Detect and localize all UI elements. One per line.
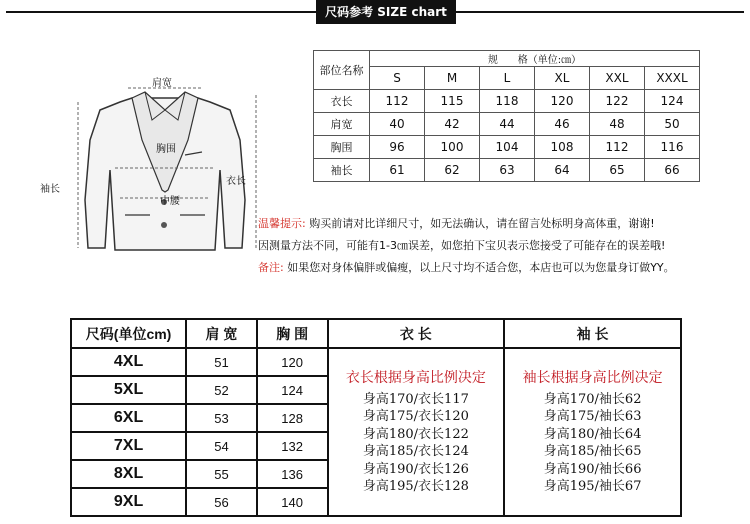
jacket-diagram	[40, 78, 270, 265]
spec-cell: 112	[370, 90, 425, 113]
shoulder-cell: 54	[186, 432, 257, 460]
spec-cell: 104	[480, 136, 535, 159]
size-chart-header	[6, 0, 744, 24]
spec-row-label: 肩宽	[314, 113, 370, 136]
spec-corner-label: 部位名称	[314, 51, 370, 90]
chest-cell: 120	[257, 348, 328, 376]
size-table-header	[71, 319, 681, 348]
sleeve-line: 身高170/袖长62	[543, 391, 642, 407]
spec-cell: 42	[425, 113, 480, 136]
spec-cell: 62	[425, 159, 480, 182]
spec-size: XXL	[590, 67, 645, 90]
length-line: 身高190/衣长126	[362, 461, 469, 477]
spec-size: S	[370, 67, 425, 90]
col-header-shoulder: 肩 宽	[186, 319, 257, 348]
size-table	[70, 318, 682, 517]
length-line: 身高195/衣长128	[362, 479, 469, 494]
size-cell: 7XL	[71, 432, 186, 460]
tip-line	[258, 213, 748, 235]
sleeve-cell	[504, 348, 681, 516]
spec-cell: 64	[535, 159, 590, 182]
spec-cell: 96	[370, 136, 425, 159]
spec-cell: 118	[480, 90, 535, 113]
sleeve-length-label: 袖长	[40, 184, 60, 195]
spec-cell: 116	[645, 136, 700, 159]
shoulder-label: 肩宽	[152, 78, 172, 89]
spec-header: 规 格（单位:㎝）	[370, 51, 700, 67]
chest-cell: 136	[257, 460, 328, 488]
spec-row-label: 衣长	[314, 90, 370, 113]
sleeve-line: 身高195/袖长67	[543, 479, 642, 494]
sleeve-line: 身高175/袖长63	[543, 409, 642, 424]
tip-text: 购买前请对比详细尺寸，如无法确认，请在留言处标明身高体重，谢谢!	[309, 217, 655, 230]
spec-cell: 108	[535, 136, 590, 159]
size-cell: 4XL	[71, 348, 186, 376]
shoulder-cell: 55	[186, 460, 257, 488]
spec-cell: 61	[370, 159, 425, 182]
size-chart-title: 尺码参考 SIZE chart	[316, 0, 456, 24]
remark-label: 备注:	[258, 261, 284, 274]
remark-text: 如果您对身体偏胖或偏瘦，以上尺寸均不适合您，本店也可以为您量身订做YY。	[287, 261, 675, 274]
length-line: 身高180/衣长122	[362, 426, 469, 442]
spec-sizes-row	[314, 67, 700, 90]
spec-size: M	[425, 67, 480, 90]
sleeve-line: 身高185/袖长65	[543, 444, 642, 459]
length-line: 身高185/衣长124	[362, 444, 469, 459]
remark-line	[258, 257, 748, 279]
length-line: 身高170/衣长117	[362, 391, 469, 407]
col-header-length: 衣 长	[328, 319, 505, 348]
col-header-size: 尺码(单位cm)	[71, 319, 186, 348]
shoulder-cell: 52	[186, 376, 257, 404]
spec-cell: 112	[590, 136, 645, 159]
length-cell	[328, 348, 505, 516]
col-header-sleeve: 袖 长	[504, 319, 681, 348]
spec-cell: 124	[645, 90, 700, 113]
spec-row	[314, 136, 700, 159]
spec-row-label: 袖长	[314, 159, 370, 182]
spec-size: XXXL	[645, 67, 700, 90]
sleeve-line: 身高190/袖长66	[543, 461, 642, 477]
spec-cell: 120	[535, 90, 590, 113]
spec-cell: 63	[480, 159, 535, 182]
length-rule: 衣长根据身高比例决定	[345, 369, 486, 386]
spec-size: L	[480, 67, 535, 90]
chest-cell: 132	[257, 432, 328, 460]
size-cell: 6XL	[71, 404, 186, 432]
chest-cell: 140	[257, 488, 328, 516]
tip-label: 温馨提示:	[258, 217, 306, 230]
spec-cell: 115	[425, 90, 480, 113]
spec-cell: 65	[590, 159, 645, 182]
spec-row	[314, 90, 700, 113]
spec-cell: 44	[480, 113, 535, 136]
chest-cell: 124	[257, 376, 328, 404]
spec-cell: 122	[590, 90, 645, 113]
shoulder-cell: 53	[186, 404, 257, 432]
notes-block	[258, 213, 748, 279]
spec-cell: 48	[590, 113, 645, 136]
size-cell: 8XL	[71, 460, 186, 488]
spec-cell: 50	[645, 113, 700, 136]
spec-cell: 40	[370, 113, 425, 136]
chest-label: 胸围	[156, 144, 176, 155]
spec-cell: 100	[425, 136, 480, 159]
spec-row	[314, 159, 700, 182]
size-cell: 9XL	[71, 488, 186, 516]
spec-header-row	[314, 51, 700, 67]
table-row	[71, 348, 681, 376]
spec-row	[314, 113, 700, 136]
jacket-length-label: 衣长	[226, 176, 246, 187]
spec-cell: 66	[645, 159, 700, 182]
measurement-note: 因测量方法不同，可能有1-3㎝误差，如您拍下宝贝表示您接受了可能存在的误差哦!	[258, 239, 666, 252]
waist-label: 中腰	[160, 196, 180, 207]
spec-table	[313, 50, 700, 182]
length-line: 身高175/衣长120	[362, 409, 469, 424]
shoulder-cell: 51	[186, 348, 257, 376]
col-header-chest: 胸 围	[257, 319, 328, 348]
spec-cell: 46	[535, 113, 590, 136]
size-cell: 5XL	[71, 376, 186, 404]
sleeve-line: 身高180/袖长64	[543, 426, 642, 442]
spec-size: XL	[535, 67, 590, 90]
sleeve-rule: 袖长根据身高比例决定	[522, 369, 663, 386]
spec-row-label: 胸围	[314, 136, 370, 159]
shoulder-cell: 56	[186, 488, 257, 516]
chest-cell: 128	[257, 404, 328, 432]
